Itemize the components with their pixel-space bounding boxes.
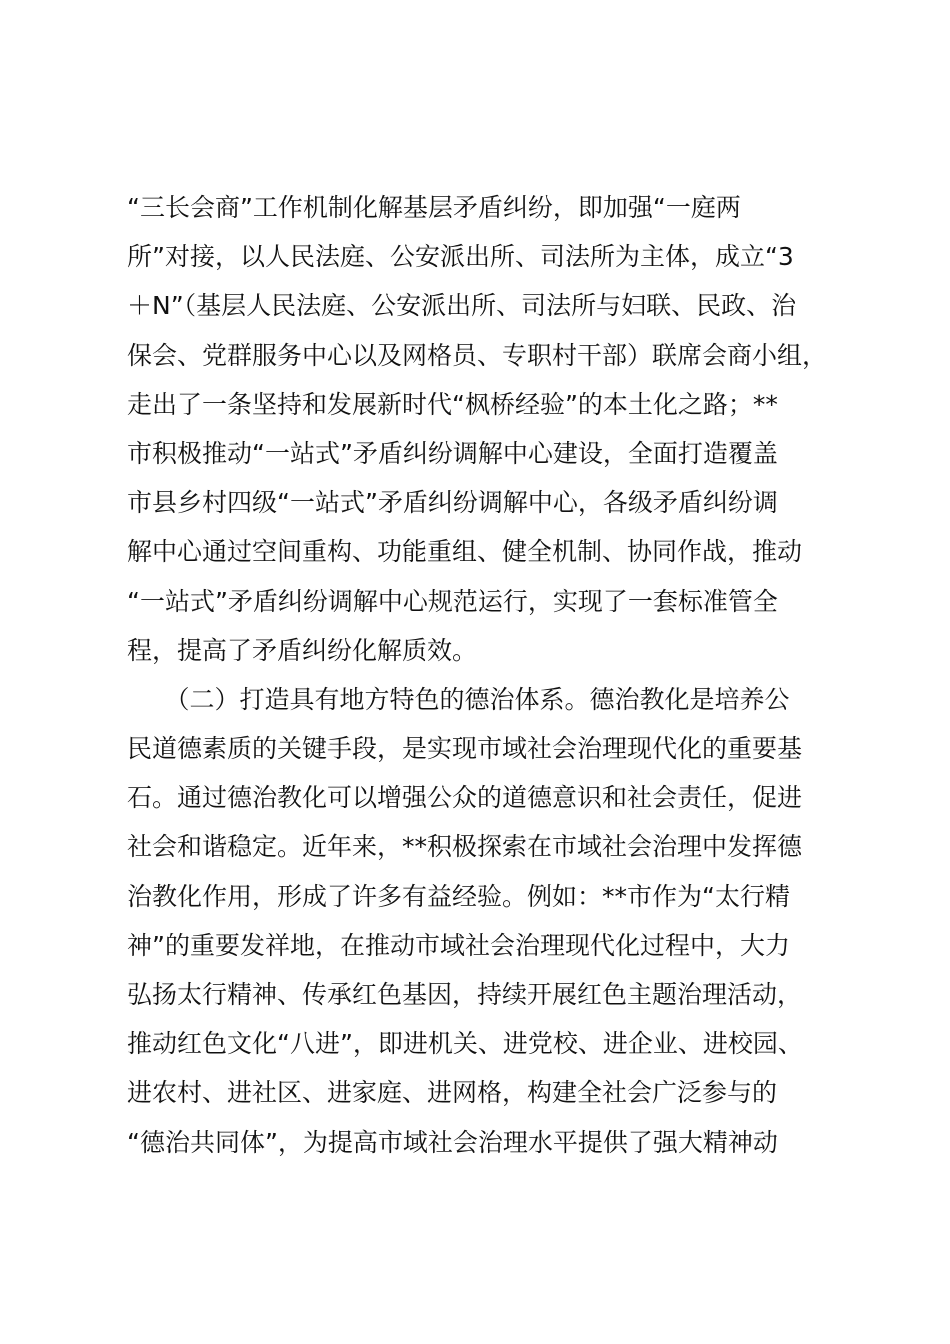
text-line: 推动红色文化“八进”，即进机关、进党校、进企业、进校园、 <box>127 1029 803 1059</box>
text-line: 解中心通过空间重构、功能重组、健全机制、协同作战，推动 <box>127 537 803 567</box>
body-text <box>127 183 837 1167</box>
text-line: “德治共同体”，为提高市域社会治理水平提供了强大精神动 <box>127 1127 778 1157</box>
text-line: 进农村、进社区、进家庭、进网格，构建全社会广泛参与的 <box>127 1078 778 1108</box>
text-line: 保会、党群服务中心以及网格员、专职村干部）联席会商小组， <box>127 340 828 370</box>
text-line: 市县乡村四级“一站式”矛盾纠纷调解中心，各级矛盾纠纷调 <box>127 488 778 518</box>
text-line: 弘扬太行精神、传承红色基因，持续开展红色主题治理活动， <box>127 980 803 1009</box>
text-line: 市积极推动“一站式”矛盾纠纷调解中心建设，全面打造覆盖 <box>127 438 778 468</box>
text-line: 石。通过德治教化可以增强公众的道德意识和社会责任，促进 <box>127 783 803 813</box>
text-line: 社会和谐稳定。近年来，**积极探索在市域社会治理中发挥德 <box>127 832 803 862</box>
text-line: 神”的重要发祥地，在推动市域社会治理现代化过程中，大力 <box>127 930 790 960</box>
section-heading-line: （二）打造具有地方特色的德治体系。德治教化是培养公 <box>127 684 790 714</box>
text-line: 走出了一条坚持和发展新时代“枫桥经验”的本土化之路；** <box>127 389 778 419</box>
text-line: “一站式”矛盾纠纷调解中心规范运行，实现了一套标准管全 <box>127 586 778 616</box>
text-line: 治教化作用，形成了许多有益经验。例如：**市作为“太行精 <box>127 881 790 911</box>
text-line: 所”对接，以人民法庭、公安派出所、司法所为主体，成立“3 <box>127 242 794 272</box>
text-line: “三长会商”工作机制化解基层矛盾纠纷，即加强“一庭两 <box>127 193 741 222</box>
text-line: ＋N”（基层人民法庭、公安派出所、司法所与妇联、民政、治 <box>127 291 797 321</box>
text-line: 程，提高了矛盾纠纷化解质效。 <box>127 635 478 665</box>
text-line: 民道德素质的关键手段，是实现市域社会治理现代化的重要基 <box>127 734 803 764</box>
